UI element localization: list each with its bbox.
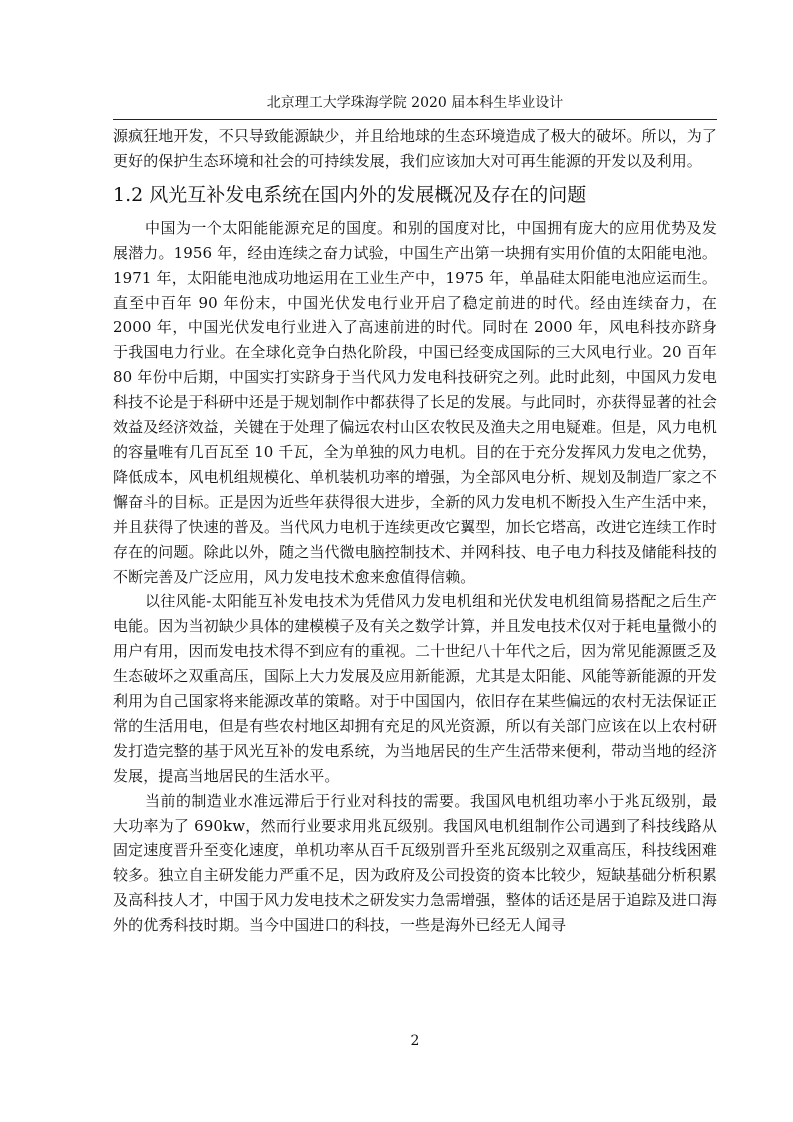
page-body: [113, 124, 717, 938]
page-number: 2: [410, 1033, 420, 1049]
section-heading: 1.2 风光互补发电系统在国内外的发展概况及存在的问题: [113, 183, 587, 206]
body-paragraph: 当前的制造业水准远滞后于行业对科技的需要。我国风电机组功率小于兆瓦级别，最大功率为了 690kw，然而行业要求用兆瓦级别。我国风电机组制作公司遇到了科技线路从固定速度晋升至变化速度，单机功率从百千瓦级别晋升至兆瓦级别之双重高压，科技线困难较多。独立自主研发能力严重不足，因为政府及公司投资的资本比较少，短缺基础分析积累及高科技人才，中国于风力发电技术之研发实力急需增强，整体的话还是居于追踪及进口海外的优秀科技时期。当今中国进口的科技，一些是海外已经无人闻寻: [113, 791, 718, 935]
intro-paragraph: 源疯狂地开发，不只导致能源缺少，并且给地球的生态环境造成了极大的破坏。所以，为了更好的保护生态环境和社会的可持续发展，我们应该加大对可再生能源的开发以及利用。: [113, 127, 718, 170]
body-paragraph: 中国为一个太阳能能源充足的国度。和别的国度对比，中国拥有庞大的应用优势及发展潜力。1956 年，经由连续之奋力试验，中国生产出第一块拥有实用价值的太阳能电池。1971 年，太阳能电池成功地运用在工业生产中，1975 年，单晶硅太阳能电池应运而生。直至中百年 90 年份末，中国光伏发电行业开启了稳定前进的时代。经由连续奋力，在 2000 年，中国光伏发电行业进入了高速前进的时代。同时在 2000 年，风电科技亦跻身于我国电力行业。在全球化竞争白热化阶段，中国已经变成国际的三大风电行业。20 百年 80 年份中后期，中国实打实跻身于当代风力发电科技研究之列。此时此刻，中国风力发电科技不论是于科研中还是于规划制作中都获得了长足的发展。与此同时，亦获得显著的社会效益及经济效益，关键在于处理了偏远农村山区农牧民及渔夫之用电疑难。但是，风力电机的容量唯有几百瓦至 10 千瓦，全为单独的风力电机。目的在于充分发挥风力发电之优势，降低成本，风电机组规模化、单机装机功率的增强，为全部风电分析、规划及制造厂家之不懈奋斗的目标。正是因为近些年获得很大进步，全新的风力发电机不断投入生产生活中来，并且获得了快速的普及。当代风力电机于连续更改它翼型，加长它塔高，改进它连续工作时存在的问题。除此以外，随之当代微电脑控制技术、并网科技、电子电力科技及储能科技的不断完善及广泛应用，风力发电技术愈来愈值得信赖。: [113, 218, 718, 586]
page-header: 北京理工大学珠海学院 2020 届本科生毕业设计: [266, 95, 564, 111]
header-divider: [113, 119, 717, 120]
body-paragraph: 以往风能-太阳能互补发电技术为凭借风力发电机组和光伏发电机组简易搭配之后生产电能。因为当初缺少具体的建模模子及有关之数学计算，并且发电技术仅对于耗电量微小的用户有用，因而发电技术得不到应有的重视。二十世纪八十年代之后，因为常见能源匮乏及生态破坏之双重高压，国际上大力发展及应用新能源，尤其是太阳能、风能等新能源的开发利用为自己国家将来能源改革的策略。对于中国国内，依旧存在某些偏远的农村无法保证正常的生活用电，但是有些农村地区却拥有充足的风光资源，所以有关部门应该在以上农村研发打造完整的基于风光互补的发电系统，为当地居民的生产生活带来便利，带动当地的经济发展，提高当地居民的生活水平。: [113, 592, 718, 785]
